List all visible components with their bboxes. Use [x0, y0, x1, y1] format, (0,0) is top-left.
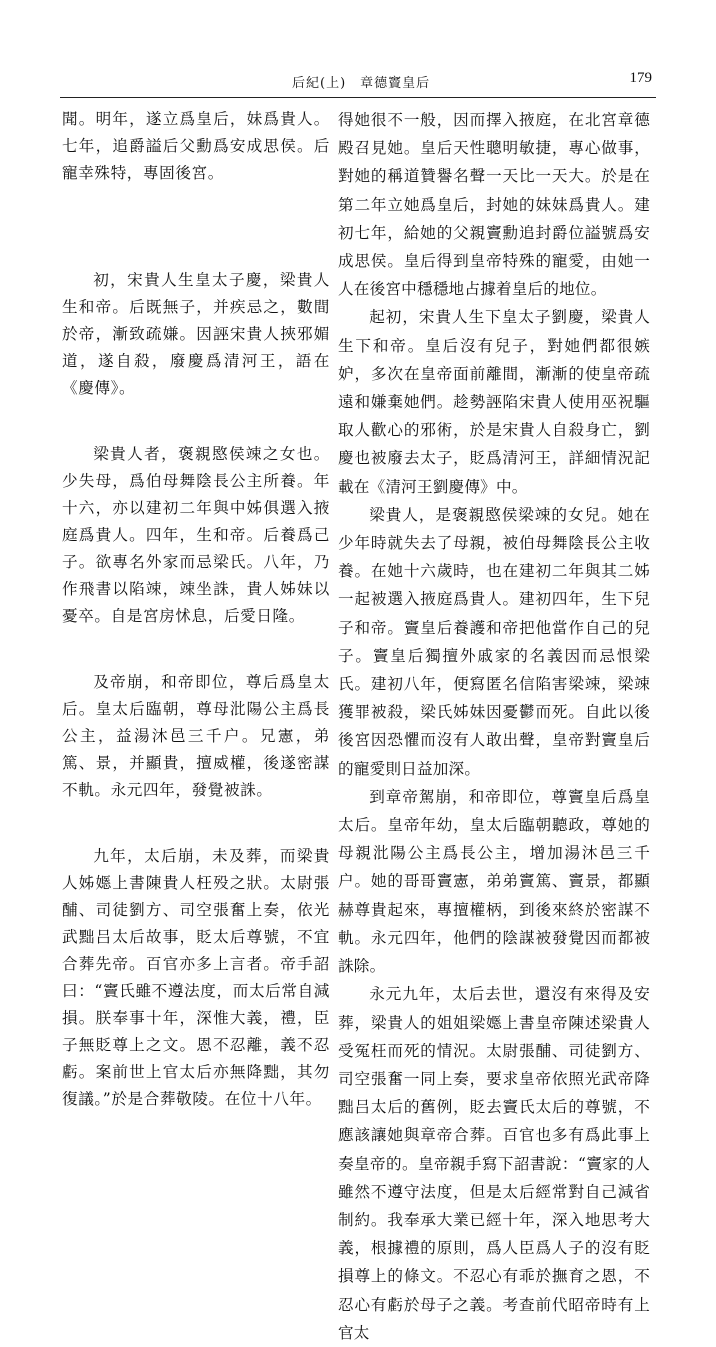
page-header: [60, 72, 656, 98]
translation-paragraph: 到章帝駕崩，和帝即位，尊竇皇后爲皇太后。皇帝年幼，皇太后臨朝聽政，尊她的母親沘陽公主爲長公主，增加湯沐邑三千户。她的哥哥竇憲，弟弟竇篤、竇景，都顯赫尊貴起來，專擅權柄，到後來終於密謀不軌。永元四年，他們的陰謀被發覺因而都被誅除。: [338, 787, 650, 976]
translation-text-column: [338, 106, 650, 1347]
running-title: 后紀(上) 章德竇皇后: [292, 76, 431, 91]
translation-paragraph: 永元九年，太后去世，還沒有來得及安葬，梁貴人的姐姐梁嫕上書皇帝陳述梁貴人受冤枉而死的情況。太尉張酺、司徒劉方、司空張奮一同上奏，要求皇帝依照光武帝降黜吕太后的舊例，貶去竇氏太后的尊號，不應該讓她與章帝合葬。百官也多有爲此事上奏皇帝的。皇帝親手寫下詔書說：“竇家的人雖然不遵守法度，但是太后經常對自己減省制約。我奉承大業已經十年，深入地思考大義，根據禮的原則，爲人臣爲人子的沒有貶損尊上的條文。不忍心有乖於撫育之恩，不忍心有虧於母子之義。考查前代昭帝時有上官太: [338, 985, 650, 1342]
classical-paragraph: 初，宋貴人生皇太子慶，梁貴人生和帝。后既無子，并疾忌之，數間於帝，漸致疏嫌。因誣宋貴人挾邪媚道，遂自殺，廢慶爲清河王，語在《慶傳》。: [62, 271, 330, 397]
translation-paragraph: 起初，宋貴人生下皇太子劉慶，梁貴人生下和帝。皇后沒有兒子，對她們都很嫉妒，多次在皇帝面前離間，漸漸的使皇帝疏遠和嫌棄她們。趁勢誣陷宋貴人使用巫祝驅取人歡心的邪術，於是宋貴人自殺身亡，劉慶也被廢去太子，貶爲清河王，詳細情況記載在《清河王劉慶傳》中。: [338, 308, 650, 496]
classical-paragraph: 梁貴人者，褒親愍侯竦之女也。少失母，爲伯母舞陰長公主所養。年十六，亦以建初二年與中姊俱選入掖庭爲貴人。四年，生和帝。后養爲己子。欲專名外家而忌梁氏。八年，乃作飛書以陷竦，竦坐誅，貴人姊妹以憂卒。自是宮房怵息，后愛日隆。: [62, 445, 330, 625]
classical-paragraph: 及帝崩，和帝即位，尊后爲皇太后。皇太后臨朝，尊母沘陽公主爲長公主，益湯沐邑三千户。兄憲，弟篤、景，并顯貴，擅威權，後遂密謀不軌。永元四年，發覺被誅。: [62, 673, 330, 799]
translation-paragraph: 得她很不一般，因而擇入掖庭，在北宮章德殿召見她。皇后天性聰明敏捷，專心做事，對她的稱道贊譽名聲一天比一天大。於是在第二年立她爲皇后，封她的妹妹爲貴人。建初七年，給她的父親竇勳追封爵位謚號爲安成思侯。皇后得到皇帝特殊的寵愛，由她一人在後宮中穩穩地占據着皇后的地位。: [338, 111, 650, 299]
header-rule: [60, 97, 656, 98]
classical-paragraph: 聞。明年，遂立爲皇后，妹爲貴人。七年，追爵謚后父勳爲安成思侯。后寵幸殊特，專固後宮。: [62, 110, 330, 182]
translation-paragraph: 梁貴人，是褒親愍侯梁竦的女兒。她在少年時就失去了母親，被伯母舞陰長公主收養。在她十六歲時，也在建初二年與其二姊一起被選入掖庭爲貴人。建初四年，生下兒子和帝。竇皇后養護和帝把他當作自己的兒子。竇皇后獨擅外戚家的名義因而忌恨梁氏。建初八年，便寫匿名信陷害梁竦，梁竦獲罪被殺，梁氏姊妹因憂鬱而死。自此以後後宮因恐懼而沒有人敢出聲，皇帝對竇皇后的寵愛則日益加深。: [338, 505, 650, 778]
page-number: 179: [629, 70, 652, 86]
classical-paragraph: 九年，太后崩，未及葬，而梁貴人姊嫕上書陳貴人枉殁之狀。太尉張酺、司徒劉方、司空張奮上奏，依光武黜吕太后故事，貶太后尊號，不宜合葬先帝。百官亦多上言者。帝手詔曰：“竇氏雖不遵法度，而太后常自減損。朕奉事十年，深惟大義，禮，臣子無貶尊上之文。恩不忍離，義不忍虧。案前世上官太后亦無降黜，其勿復議。”於是合葬敬陵。在位十八年。: [62, 847, 330, 1108]
classical-text-column: [62, 106, 330, 1113]
